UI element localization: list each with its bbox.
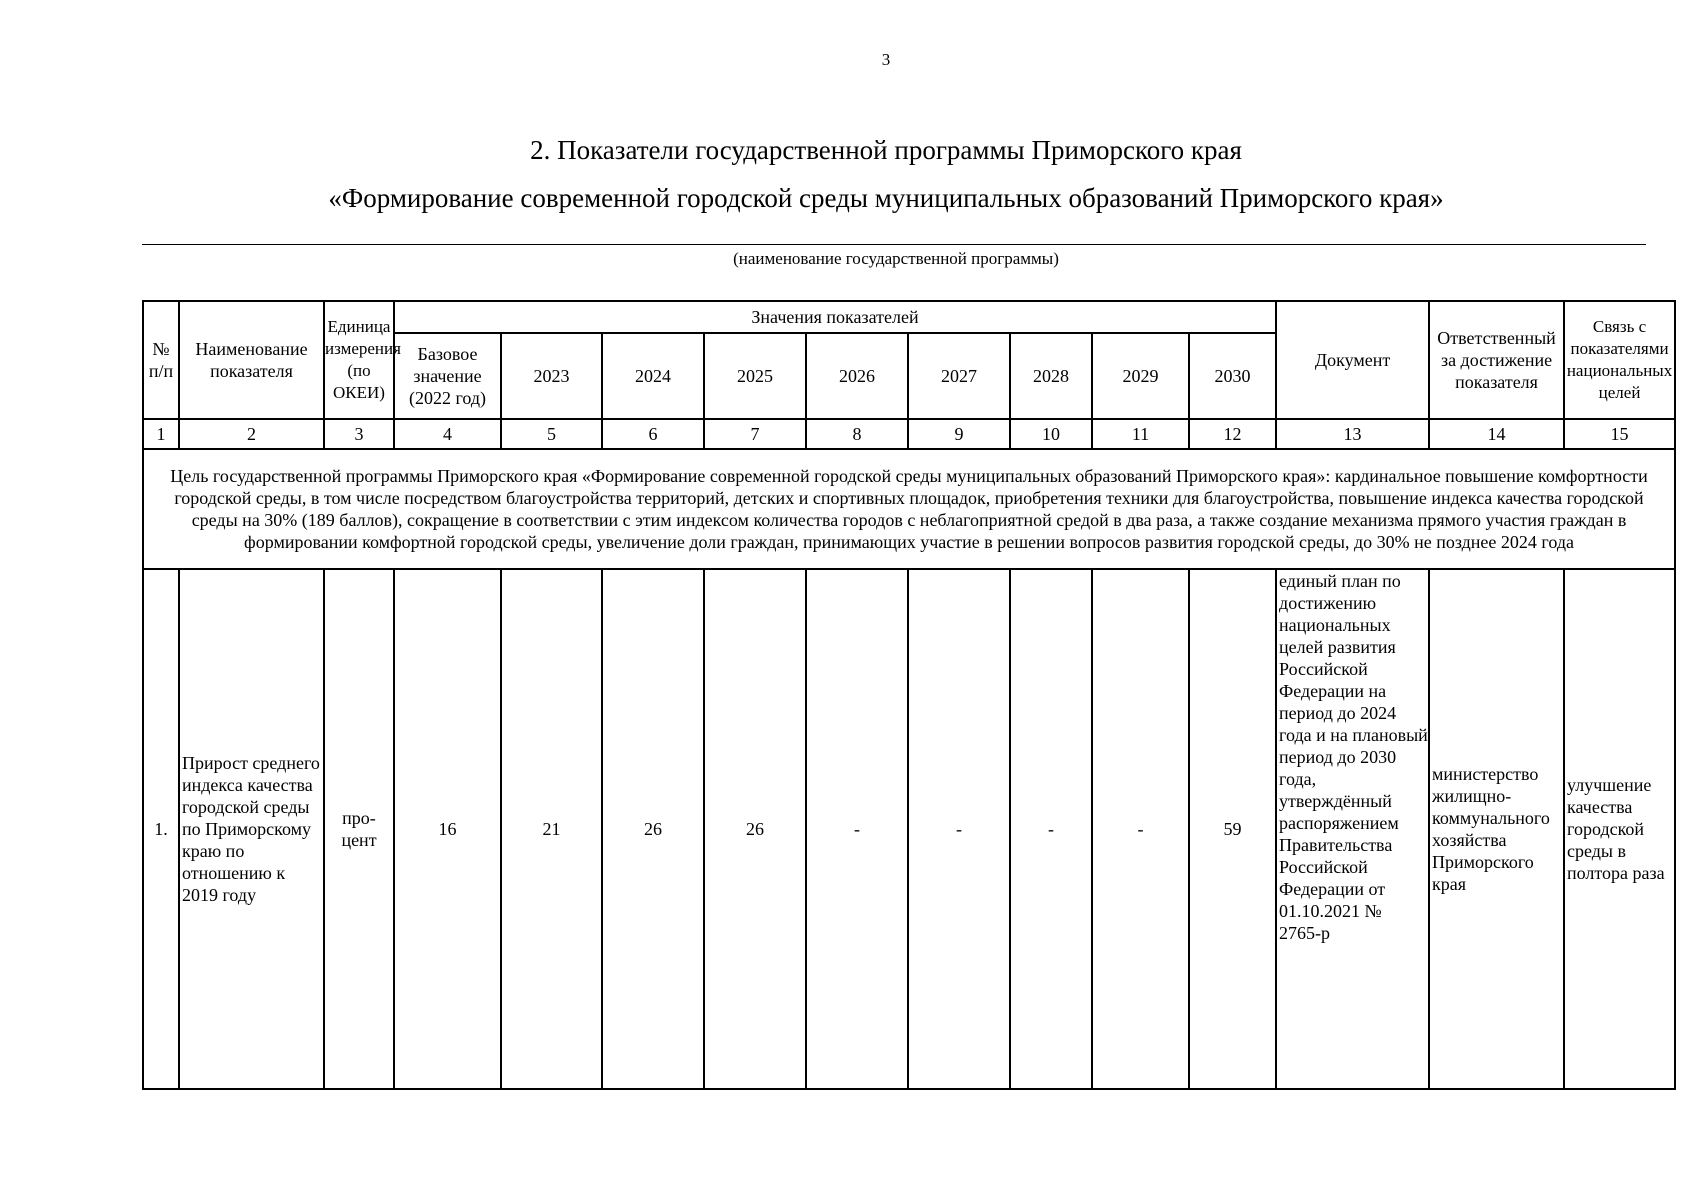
value-cell: 26 <box>602 569 704 1089</box>
header-document: Документ <box>1276 301 1429 419</box>
header-year: 2024 <box>602 333 704 419</box>
title-line-1: 2. Показатели государственной программы Приморского края <box>530 135 1242 165</box>
value-cell: 26 <box>704 569 806 1089</box>
indicator-name: Прирост среднего индекса качества городской среды по Приморскому краю по отношению к 2019 году <box>179 569 324 1089</box>
header-year: 2023 <box>501 333 602 419</box>
column-number: 15 <box>1564 419 1675 449</box>
column-number: 1 <box>143 419 179 449</box>
column-number: 4 <box>394 419 501 449</box>
value-cell: 21 <box>501 569 602 1089</box>
value-cell: - <box>806 569 908 1089</box>
header-year: 2027 <box>908 333 1010 419</box>
value-cell: - <box>1092 569 1189 1089</box>
indicators-table <box>142 300 1676 1090</box>
column-number-row <box>143 419 1675 449</box>
value-cell: - <box>1010 569 1092 1089</box>
header-num: № п/п <box>143 301 179 419</box>
column-number: 2 <box>179 419 324 449</box>
column-number: 8 <box>806 419 908 449</box>
header-year: 2029 <box>1092 333 1189 419</box>
subtitle: (наименование государственной программы) <box>733 249 1059 268</box>
value-cell: 59 <box>1189 569 1276 1089</box>
header-base: Базовое значение (2022 год) <box>394 333 501 419</box>
column-number: 10 <box>1010 419 1092 449</box>
column-number: 3 <box>324 419 394 449</box>
title-line-2: «Формирование современной городской среды муниципальных образований Приморского края» <box>328 183 1444 213</box>
table-row <box>143 569 1675 1089</box>
header-year: 2030 <box>1189 333 1276 419</box>
column-number: 9 <box>908 419 1010 449</box>
page-number: 3 <box>881 50 891 69</box>
column-number: 12 <box>1189 419 1276 449</box>
document-cell: единый план по достижению национальных целей развития Российской Федерации на период до 2024 года и на плановый период до 2030 года, утверждённый распоряжением Правительства Российской Федерации от 01.10.2021 № 2765-р <box>1276 569 1429 1089</box>
header-year: 2025 <box>704 333 806 419</box>
national-goal-link-cell: улучшение качества городской среды в полтора раза <box>1564 569 1675 1089</box>
column-number: 14 <box>1429 419 1564 449</box>
header-unit: Единица измерения (по ОКЕИ) <box>324 301 394 419</box>
title-underline <box>142 244 1646 245</box>
header-year: 2026 <box>806 333 908 419</box>
base-value: 16 <box>394 569 501 1089</box>
column-number: 7 <box>704 419 806 449</box>
header-name: Наименование показателя <box>179 301 324 419</box>
column-number: 5 <box>501 419 602 449</box>
column-number: 11 <box>1092 419 1189 449</box>
indicator-unit: про- цент <box>324 569 394 1089</box>
program-goal: Цель государственной программы Приморского края «Формирование современной городской среды муниципальных образований Приморского края»: кардинальное повышение комфортности городской среды, в том числе посредством благоустройства территорий, детских и спортивных площадок, приобретения техники для благоустройства, повышение индекса качества городской среды на 30% (189 баллов), сокращение в соответствии с этим индексом количества городов с неблагоприятной средой в два раза, а также создание механизма прямого участия граждан в формировании комфортной городской среды, увеличение доли граждан, принимающих участие в решении вопросов развития городской среды, до 30% не позднее 2024 года <box>143 449 1675 569</box>
column-number: 6 <box>602 419 704 449</box>
header-responsible: Ответственный за достижение показателя <box>1429 301 1564 419</box>
column-number: 13 <box>1276 419 1429 449</box>
header-values-group: Значения показателей <box>394 301 1276 333</box>
value-cell: - <box>908 569 1010 1089</box>
row-num: 1. <box>143 569 179 1089</box>
responsible-cell: министерство жилищно-коммунального хозяйства Приморского края <box>1429 569 1564 1089</box>
header-year: 2028 <box>1010 333 1092 419</box>
header-link: Связь с показателями национальных целей <box>1564 301 1675 419</box>
